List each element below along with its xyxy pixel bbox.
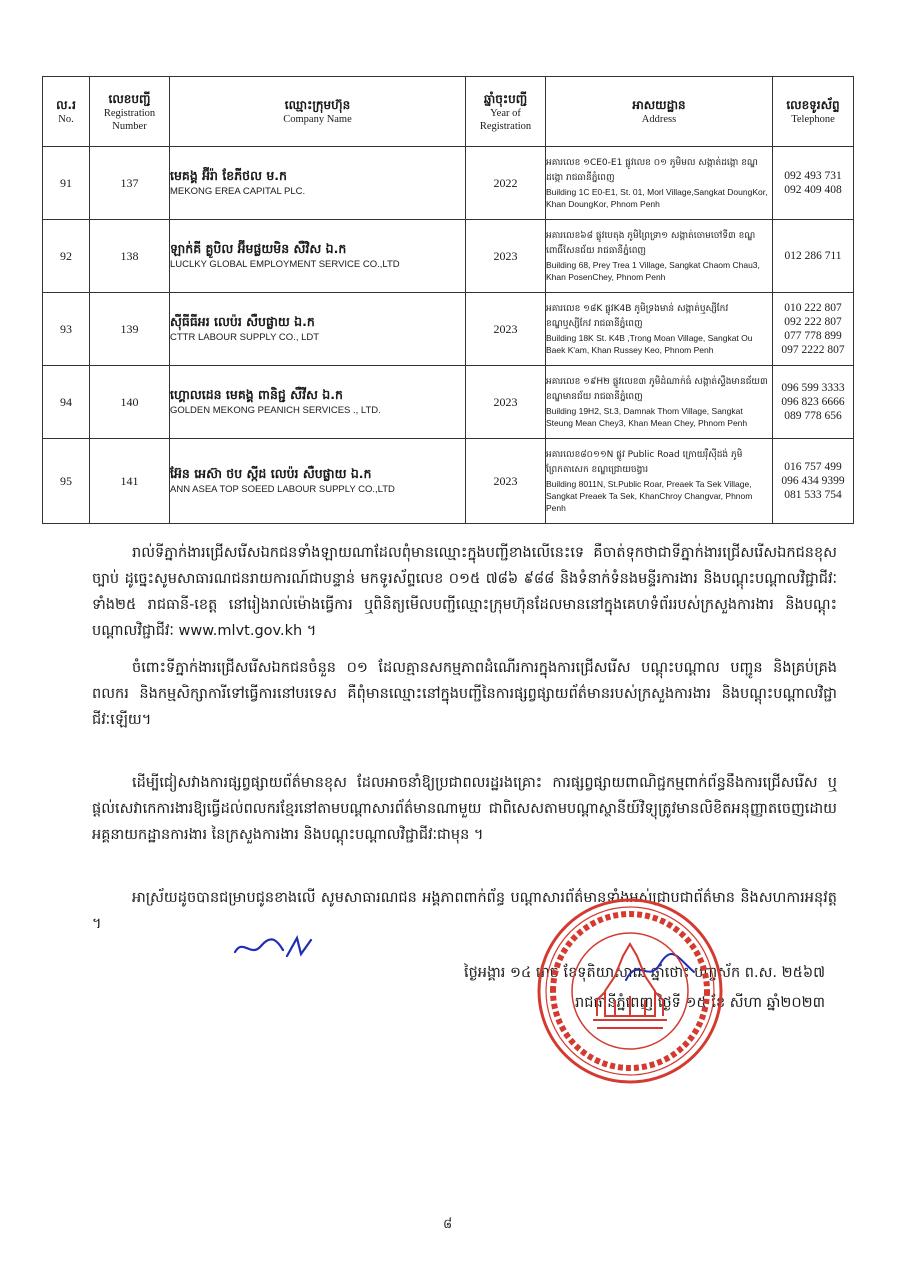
row-number: 92: [43, 220, 90, 293]
initials-scribble: [231, 934, 319, 962]
address: អគារលេខ ១៨K ផ្លូវK4B ភូមិទ្រងមាន់ សង្កាត់ឬស្សីកែវ ខណ្ឌឬស្សីកែវ រាជធានីភ្នំពេញ Building 18K St. K4B ,Trong Moan Village, Sangkat Ou Baek K'am, Khan Russey Keo, Phnom Penh: [546, 293, 773, 366]
header-company-name: ឈ្មោះក្រុមហ៊ុន Company Name: [170, 77, 466, 147]
row-number: 93: [43, 293, 90, 366]
table-row: [43, 147, 854, 220]
registration-year: 2022: [466, 147, 546, 220]
table-row: [43, 366, 854, 439]
company-name: ហ្គោលដេន មេគង្គ ពានិជ្ជ សឺវីស ឯ.ក GOLDEN MEKONG PEANICH SERVICES ., LTD.: [170, 366, 466, 439]
paragraph-advertising-rules: ដើម្បីជៀសវាងការផ្សព្វផ្សាយព័ត៌មានខុស ដែលអាចនាំឱ្យប្រជាពលរដ្ឋរងគ្រោះ ការផ្សព្វផ្សាយពាណិជ្ជកម្មពាក់ព័ន្ធនឹងការជ្រើសរើស ឬផ្តល់សេវាកេការងារឱ្យធ្វើដល់ពលករខ្មែរនៅតាមបណ្តាសារព័ត៌មានណាមួយ ជាពិសេសតាមបណ្តាស្ថានីយ៍វិទ្យុត្រូវមានលិខិតអនុញ្ញាតចេញដោយអគ្គនាយកដ្ឋានការងារ នៃក្រសួងការងារ និងបណ្តុះបណ្តាលវិជ្ជាជីវៈជាមុន ។: [92, 775, 837, 843]
company-name: ស៊ីធីធីអរ លេប៉រ សឺបផ្លាយ ឯ.ក CTTR LABOUR SUPPLY CO., LDT: [170, 293, 466, 366]
table-row: [43, 220, 854, 293]
row-number: 91: [43, 147, 90, 220]
page-number: ៨: [443, 1217, 453, 1232]
header-no: ល.រ No.: [43, 77, 90, 147]
registration-number: 141: [90, 439, 170, 524]
official-seal: [535, 896, 725, 1086]
date-lunar: ថ្ងៃអង្គារ ១៤ រោច ខែទុតិយាសាឍ ឆ្នាំថោះ បញ្ចស័ក ព.ស. ២៥៦៧: [463, 965, 825, 981]
telephone: 096 599 3333 096 823 6666 089 778 656: [773, 366, 854, 439]
telephone: 092 493 731 092 409 408: [773, 147, 854, 220]
telephone: 012 286 711: [773, 220, 854, 293]
company-name: អ៊ែន អេស៊ា ថប ស្កីដ លេប៉រ សឺបផ្លាយ ឯ.ក ANN ASEA TOP SOEED LABOUR SUPPLY CO.,LTD: [170, 439, 466, 524]
row-number: 95: [43, 439, 90, 524]
telephone: 010 222 807 092 222 807 077 778 899 097 2222 807: [773, 293, 854, 366]
header-year: ឆ្នាំចុះបញ្ជី Year of Registration: [466, 77, 546, 147]
registration-year: 2023: [466, 366, 546, 439]
paragraph-unlicensed-agencies: រាល់ទីភ្នាក់ងារជ្រើសរើសឯកជនទាំងឡាយណាដែលពុំមានឈ្មោះក្នុងបញ្ជីខាងលើនេះទេ គឺចាត់ទុកថាជាទីភ្នាក់ងារជ្រើសរើសឯកជនខុសច្បាប់ ដូច្នេះសូមសាធារណជនរាយការណ៍ជាបន្ទាន់ មកទូរស័ព្ទលេខ ០១៥ ៧៨៦ ៩៨៨ និងទំនាក់ទំនងមន្ទីរការងារ និងបណ្តុះបណ្តាលវិជ្ជាជីវៈទាំង២៥ រាជធានី-ខេត្ត នៅរៀងរាល់ម៉ោងធ្វើការ ឬពិនិត្យមើលបញ្ជីឈ្មោះក្រុមហ៊ុនដែលមាននៅក្នុងគេហទំព័ររបស់ក្រសួងការងារ និងបណ្តុះបណ្តាលវិជ្ជាជីវៈ www.mlvt.gov.kh ។: [92, 545, 837, 639]
telephone: 016 757 499 096 434 9399 081 533 754: [773, 439, 854, 524]
row-number: 94: [43, 366, 90, 439]
table-row: [43, 439, 854, 524]
address: អគារលេខ ១CE0-E1 ផ្លូវលេខ ០១ ភូមិមល សង្កាត់ដង្កោ ខណ្ឌដង្កោ រាជធានីភ្នំពេញ Building 1C E0-E1, St. 01, Morl Village,Sangkat DoungKor, Khan DoungKor, Phnom Penh: [546, 147, 773, 220]
table-row: [43, 293, 854, 366]
registration-number: 137: [90, 147, 170, 220]
company-name: មេគង្គ អ៊ីរ៉ា ខែភីថល ម.ក MEKONG EREA CAPITAL PLC.: [170, 147, 466, 220]
registration-year: 2023: [466, 220, 546, 293]
registration-number: 139: [90, 293, 170, 366]
header-address: អាសយដ្ឋាន Address: [546, 77, 773, 147]
registration-table: [42, 76, 854, 524]
registration-number: 140: [90, 366, 170, 439]
registration-year: 2023: [466, 293, 546, 366]
address: អគារលេខ៦៨ ផ្លូវបេតុង ភូមិព្រៃទ្រា១ សង្កាត់ចោមចៅទី៣ ខណ្ឌពោធិ៍សែនជ័យ រាជធានីភ្នំពេញ Building 68, Prey Trea 1 Village, Sangkat Chaom Chau3, Khan PosenChey, Phnom Penh: [546, 220, 773, 293]
header-registration-number: លេខបញ្ជី Registration Number: [90, 77, 170, 147]
header-telephone: លេខទូរស័ព្ទ Telephone: [773, 77, 854, 147]
address: អគារលេខ៨០១១N ផ្លូវ Public Road ក្រោយរ៉ឺស៊ីដង់ ភូមិព្រែកតាសេក ខណ្ឌជ្រោយចង្វារ Building 8011N, St.Public Roar, Preaek Ta Sek Village, Sangkat Preaek Ta Sek, KhanChroy Changvar, Phnom Penh: [546, 439, 773, 524]
address: អគារលេខ ១៩H២ ផ្លូវលេខ៣ ភូមិដំណាក់ធំ សង្កាត់ស្ទឹងមានជ័យ៣ ខណ្ឌមានជ័យ រាជធានីភ្នំពេញ Building 19H2, St.3, Damnak Thom Village, Sangkat Steung Mean Chey3, Khan Mean Chey, Phnom Penh: [546, 366, 773, 439]
registration-number: 138: [90, 220, 170, 293]
company-name: ឡាក់គី គ្លូបិល អ៊ីមផ្លយមិន សឺវិស ឯ.ក LUCLKY GLOBAL EMPLOYMENT SERVICE CO.,LTD: [170, 220, 466, 293]
table-header-row: [43, 77, 854, 147]
paragraph-conclusion: អាស្រ័យដូចបានជម្រាបជូនខាងលើ សូមសាធារណជន អង្គភាពពាក់ព័ន្ធ បណ្តាសារព័ត៌មានទាំងអស់ជ្រាបជាព័ត៌មាន និងសហការអនុវត្ត ។: [92, 890, 837, 932]
paragraph-inactive-agency: ចំពោះទីភ្នាក់ងារជ្រើសរើសឯកជនចំនួន ០១ ដែលគ្មានសកម្មភាពដំណើរការក្នុងការជ្រើសរើស បណ្តុះបណ្តាល បញ្ជូន និងគ្រប់គ្រងពលករ និងកម្មសិក្សាការីទៅធ្វើការនៅបរទេស គឺពុំមានឈ្មោះនៅក្នុងបញ្ជីនៃការផ្សព្វផ្សាយព័ត៌មានរបស់ក្រសួងការងារ និងបណ្តុះបណ្តាលវិជ្ជាជីវៈឡើយ។: [92, 660, 837, 728]
date-solar: រាជធានីភ្នំពេញ ថ្ងៃទី ១៥ ខែ សីហា ឆ្នាំ២០២៣: [575, 995, 825, 1011]
registration-year: 2023: [466, 439, 546, 524]
